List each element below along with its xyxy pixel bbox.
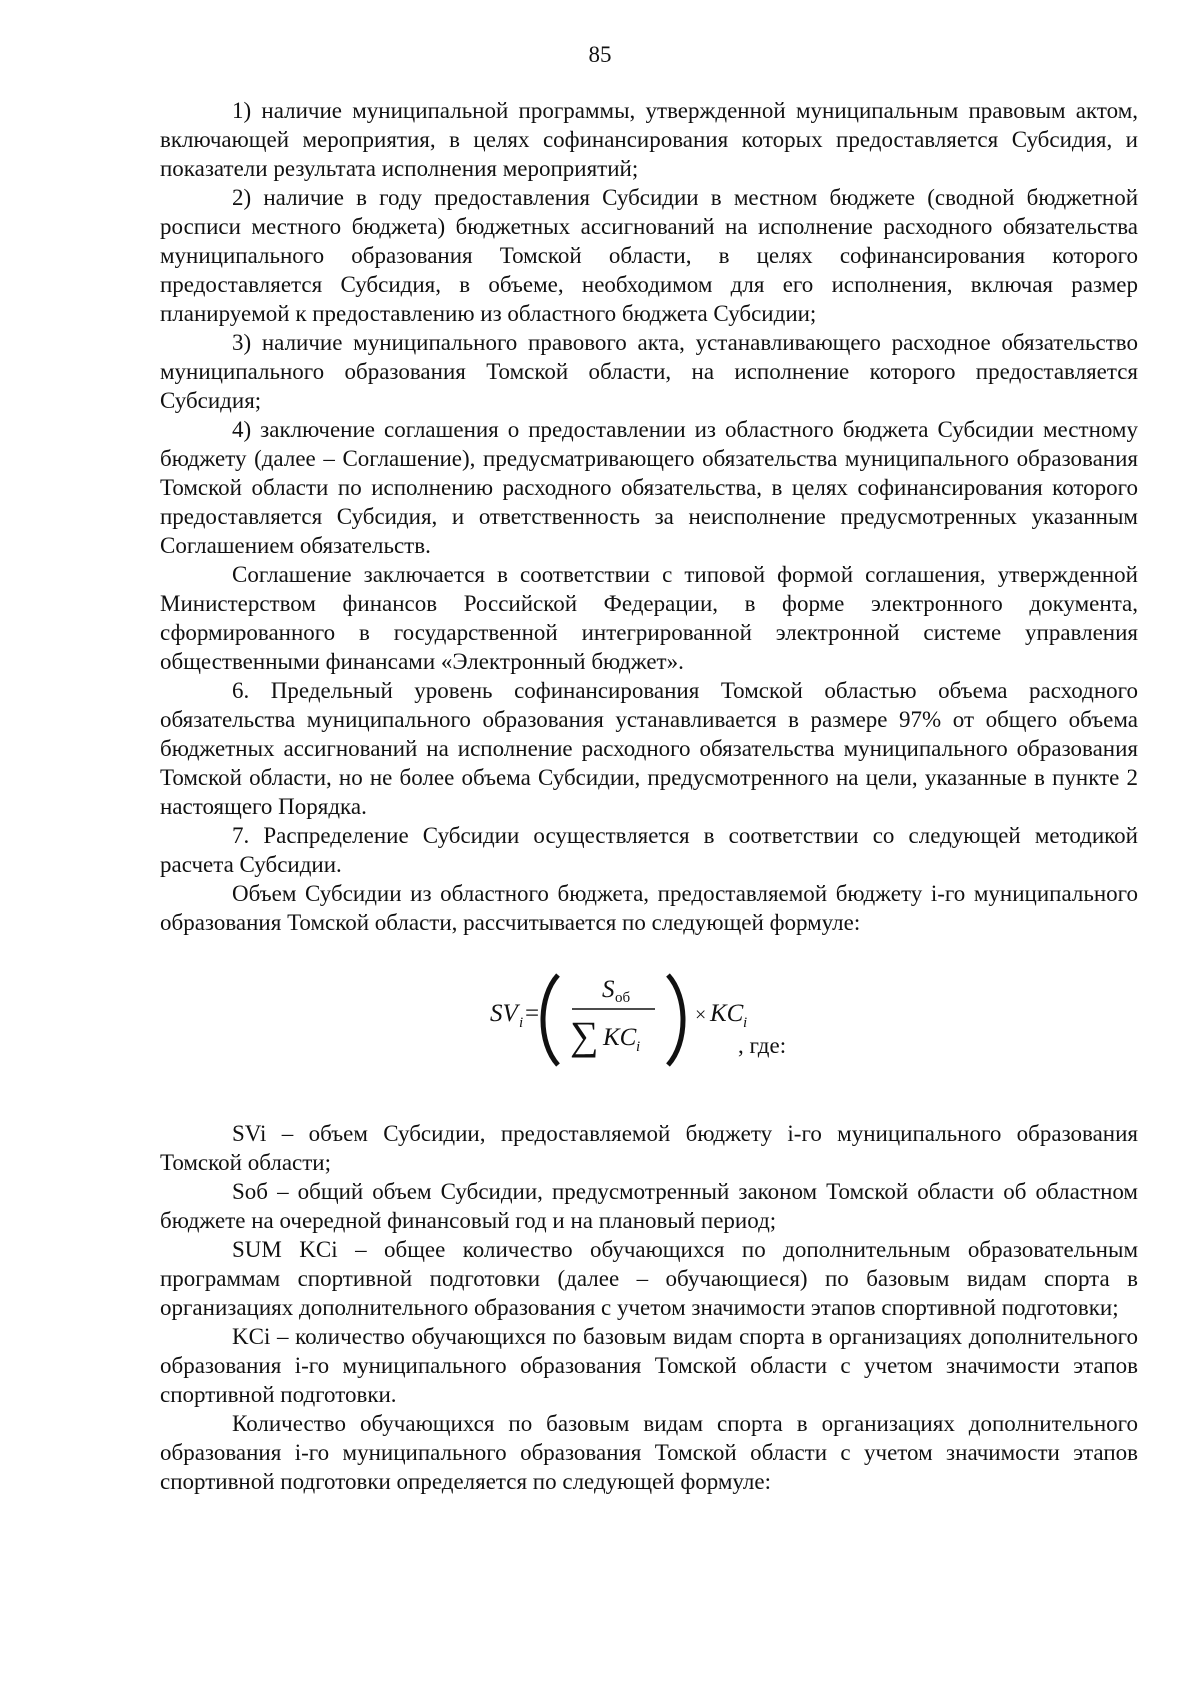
paragraph-section-7: 7. Распределение Субсидии осуществляется в соответствии со следующей методикой расчета Субсидии. (160, 823, 1138, 877)
paragraph-students-formula-intro: Количество обучающихся по базовым видам спорта в организациях дополнительного образования i-го муниципального образования Томской области с учетом значимости этапов спортивной подготовки определяется по следующей формуле: (160, 1411, 1138, 1494)
paragraph-item-1: 1) наличие муниципальной программы, утвержденной муниципальным правовым актом, включающей мероприятия, в целях софинансирования которых предоставляется Субсидия, и показатели результата исполнения мероприятий; (160, 98, 1138, 181)
definition-sob: Sоб – общий объем Субсидии, предусмотренный законом Томской области об областном бюджете на очередной финансовый год и на плановый период; (160, 1179, 1138, 1233)
formula-right-paren (668, 975, 683, 1065)
paragraph-section-6: 6. Предельный уровень софинансирования Томской областью объема расходного обязательства муниципального образования устанавливается в размере 97% от общего объема бюджетных ассигнований на исполнение расходного обязательства муниципального образования Томской области, но не более объема Субсидии, предусмотренного на цели, указанные в пункте 2 настоящего Порядка. (160, 678, 1138, 819)
formula-equals: = (525, 1000, 540, 1027)
paragraph-agreement: Соглашение заключается в соответствии с типовой формой соглашения, утвержденной Министерством финансов Российской Федерации, в форме электронного документа, сформированного в государственной интегрированной электронной системе управления общественными финансами «Электронный бюджет». (160, 562, 1138, 674)
formula-sum-symbol: ∑ (570, 1013, 599, 1058)
formula-times: × (695, 1004, 707, 1026)
formula-denominator-sub: i (636, 1039, 641, 1055)
formula-rhs-sub: i (743, 1015, 748, 1031)
definition-svi: SVi – объем Субсидии, предоставляемой бюджету i-го муниципального образования Томской области; (160, 1121, 1138, 1175)
formula-numerator: S (602, 976, 615, 1003)
paragraph-item-3: 3) наличие муниципального правового акта, устанавливающего расходное обязательство муниципального образования Томской области, на исполнение которого предоставляется Субсидия; (160, 330, 1138, 413)
formula-where-label: , где: (738, 1033, 787, 1058)
definition-kci: KCi – количество обучающихся по базовым видам спорта в организациях дополнительного образования i-го муниципального образования Томской области с учетом значимости этапов спортивной подготовки. (160, 1324, 1138, 1407)
paragraph-item-4: 4) заключение соглашения о предоставлении из областного бюджета Субсидии местному бюджету (далее – Соглашение), предусматривающего обязательства муниципального образования Томской области по исполнению расходного обязательства, в целях софинансирования которого предоставляется Субсидия, и ответственность за неисполнение предусмотренных указанным Соглашением обязательств. (160, 417, 1138, 558)
formula-left-paren (543, 975, 558, 1065)
formula-lhs: SV (490, 1000, 518, 1027)
subsidy-formula-graphic (490, 957, 890, 1083)
paragraph-item-2: 2) наличие в году предоставления Субсидии в местном бюджете (сводной бюджетной росписи местного бюджета) бюджетных ассигнований на исполнение расходного обязательства муниципального образования Томской области, в целях софинансирования которого предоставляется Субсидия, в объеме, необходимом для его исполнения, включая размер планируемой к предоставлению из областного бюджета Субсидии; (160, 185, 1138, 326)
definition-sum-kci: SUM KCi – общее количество обучающихся по дополнительным образовательным программам спортивной подготовки (далее – обучающиеся) по базовым видам спорта в организациях дополнительного образования с учетом значимости этапов спортивной подготовки; (160, 1237, 1138, 1320)
paragraph-formula-intro: Объем Субсидии из областного бюджета, предоставляемой бюджету i-го муниципального образования Томской области, рассчитывается по следующей формуле: (160, 881, 1138, 935)
formula-rhs: KC (710, 1000, 744, 1027)
subsidy-formula (160, 957, 1138, 1083)
document-body (160, 96, 1138, 1496)
formula-lhs-sub: i (519, 1015, 524, 1031)
formula-numerator-sub: об (615, 990, 631, 1006)
page-number: 85 (588, 42, 612, 67)
formula-denominator: KC (603, 1024, 637, 1051)
